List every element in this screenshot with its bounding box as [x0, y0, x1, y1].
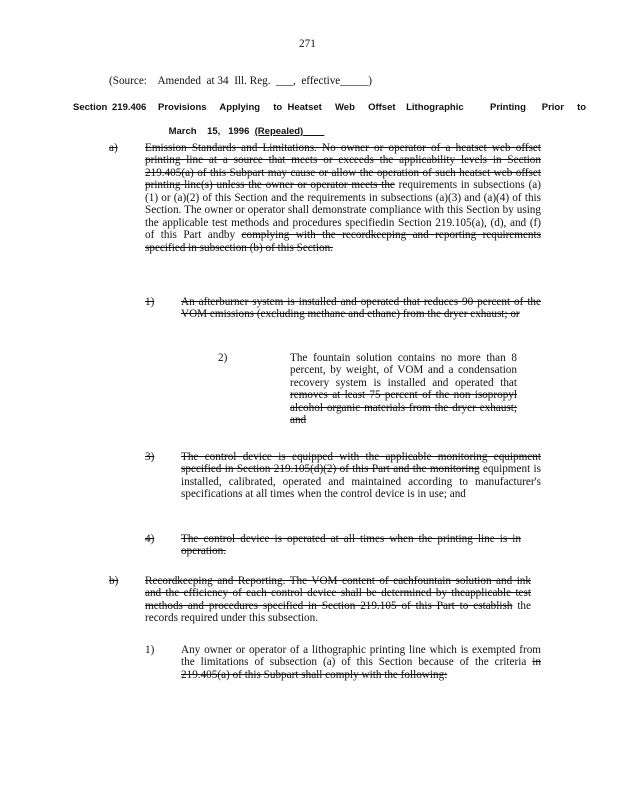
a-struck-intro: Emission Standards and Limitations. No owner or operator of a heatset web offset printing line at a source that meets or exceeds the applicability levels in Section 219.405(a) of this Subpart may cause or allow the operation of such heatset web offset printing line(s) unless the owner or operator meets the [145, 142, 541, 192]
page-number: 271 [299, 38, 316, 50]
item-b1-label: 1) [145, 644, 155, 656]
subsection-a-text [145, 142, 541, 254]
b-plain: the records required under this subsection. [145, 599, 531, 625]
a3-plain: equipment is installed, calibrated, operated and maintained according to manufacturer's specifications at all times when the control device is in use; and [181, 463, 542, 501]
a-requirements: requirements in subsections (a)(1) or (a)(2) of this Section and the requirements in subsections (a)(3) and (a)(4) of this Section. The owner or operator shall demonstrate compliance with this Section by using the applicable test methods and procedures specifiedin Section 219.105(a), (d), and (f) of this Part andby [145, 179, 541, 242]
section-title-line1: Provisions Applying to Heatset Web Offset Lithographic Printing Prior to [158, 102, 587, 113]
subsection-a-label: a) [109, 142, 118, 154]
a2-plain: The fountain solution contains no more than 8 percent, by weight, of VOM and a condensation recovery system is installed and operated that [290, 352, 517, 389]
item-a2-label: 2) [218, 352, 228, 364]
item-a3-label: 3) [145, 451, 155, 463]
a3-struck: The control device is equipped with the applicable monitoring equipment specified in Section 219.105(d)(2) of this Part and the monitoring [181, 451, 541, 476]
item-a1-label: 1) [145, 296, 155, 308]
b1-plain: Any owner or operator of a lithographic printing line which is exempted from the limitations of subsection (a) of this Section because of the criteria [181, 644, 541, 669]
section-number: 219.406 [112, 102, 147, 113]
subsection-b-label: b) [109, 575, 119, 587]
title-date: March 15, 1996 [168, 126, 255, 137]
a-struck-recordkeeping: complying with the recordkeeping and reporting requirements specified in subsection (b) of this Section. [145, 229, 541, 254]
item-b1-text [181, 644, 541, 681]
repealed-tag: (Repealed) [254, 126, 304, 137]
item-a3-text [181, 451, 541, 501]
source-note: (Source: Amended at 34 Ill. Reg. ___, effective_____) [109, 75, 372, 87]
b1-struck: in 219.405(a) of this Subpart shall comply with the following: [181, 656, 541, 681]
a2-struck: removes at least 75 percent of the non isopropyl alcohol organic materials from the dryer exhaust; and [290, 389, 517, 427]
item-a1-text: An afterburner system is installed and operated that reduces 90 percent of the VOM emissions (excluding methane and ethane) from the dryer exhaust; or [181, 296, 541, 321]
b-struck: Recordkeeping and Reporting. The VOM content of eachfountain solution and ink and the efficiency of each control device shall be determined by theapplicable test methods and procedures specified in Section 219.105 of this Part to establish [145, 575, 531, 612]
item-a4-label: 4) [145, 533, 155, 545]
item-a2-text [290, 352, 517, 427]
section-label: Section [73, 102, 108, 113]
subsection-b-text [145, 575, 531, 625]
item-a4-text: The control device is operated at all times when the printing line is in operation. [181, 533, 521, 558]
